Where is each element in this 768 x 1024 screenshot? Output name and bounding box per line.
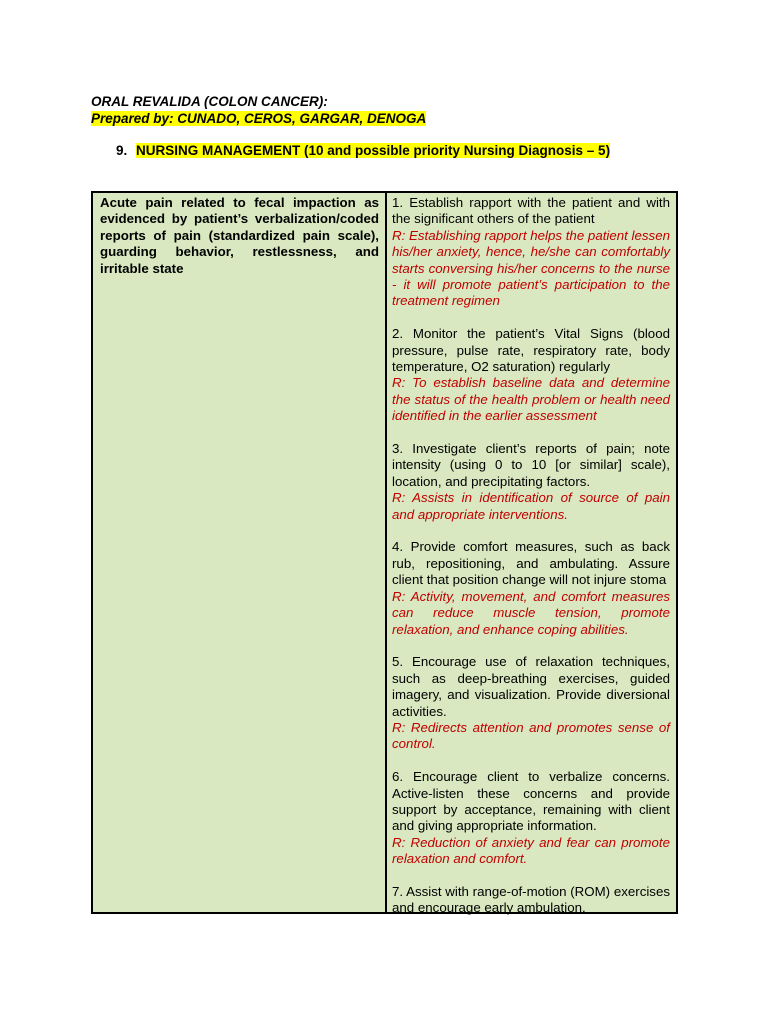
- intervention-text: 1. Establish rapport with the patient and with the significant others of the patient: [392, 195, 670, 227]
- document-title: ORAL REVALIDA (COLON CANCER):: [91, 94, 328, 109]
- interventions-cell: [387, 193, 676, 916]
- nursing-diagnosis: Acute pain related to fecal impaction as evidenced by patient’s verbalization/coded reports of pain (standardized pain scale), guarding behavior, restlessness, and irritable state: [100, 195, 379, 276]
- intervention-item: [392, 539, 670, 637]
- intervention-item: [392, 884, 670, 917]
- prepared-by-line: Prepared by: CUNADO, CEROS, GARGAR, DENOGA: [91, 111, 427, 126]
- intervention-text: 4. Provide comfort measures, such as back rub, repositioning, and ambulating. Assure client that position change will not injure stoma: [392, 539, 670, 588]
- intervention-rationale: R: Reduction of anxiety and fear can promote relaxation and comfort.: [392, 834, 670, 867]
- intervention-text: 5. Encourage use of relaxation techniques, such as deep-breathing exercises, guided imagery, and visualization. Provide diversional activities.: [392, 654, 670, 719]
- intervention-text: 3. Investigate client’s reports of pain; note intensity (using 0 to 10 [or similar] scale), location, and precipitating factors.: [392, 441, 670, 489]
- section-number: 9.: [116, 143, 128, 158]
- intervention-text: 6. Encourage client to verbalize concerns. Active-listen these concerns and provide support by acceptance, remaining with client and giving appropriate information.: [392, 769, 670, 834]
- intervention-rationale: R: To establish baseline data and determine the status of the health problem or health need identified in the earlier assessment: [392, 375, 670, 424]
- intervention-rationale: R: Redirects attention and promotes sense of control.: [392, 719, 670, 752]
- section-title: NURSING MANAGEMENT (10 and possible priority Nursing Diagnosis – 5): [136, 143, 611, 158]
- intervention-item: [392, 195, 670, 310]
- intervention-item: [392, 654, 670, 752]
- section-heading: [116, 142, 610, 159]
- intervention-item: [392, 326, 670, 424]
- intervention-rationale: R: Assists in identification of source of pain and appropriate interventions.: [392, 490, 670, 522]
- intervention-rationale: R: Activity, movement, and comfort measures can reduce muscle tension, promote relaxation, and enhance coping abilities.: [392, 588, 670, 637]
- intervention-text: 2. Monitor the patient’s Vital Signs (blood pressure, pulse rate, respiratory rate, body temperature, O2 saturation) regularly: [392, 326, 670, 375]
- intervention-text: 7. Assist with range-of-motion (ROM) exercises and encourage early ambulation.: [392, 883, 670, 916]
- intervention-rationale: R: Establishing rapport helps the patient lessen his/her anxiety, hence, he/she can comfortably starts conversing his/her concerns to the nurse - it will promote patient’s participation to the treatment regimen: [392, 227, 670, 309]
- intervention-item: [392, 441, 670, 523]
- nursing-care-table: [91, 191, 678, 914]
- intervention-item: [392, 769, 670, 867]
- diagnosis-cell: [93, 193, 387, 912]
- document-header: [91, 93, 426, 127]
